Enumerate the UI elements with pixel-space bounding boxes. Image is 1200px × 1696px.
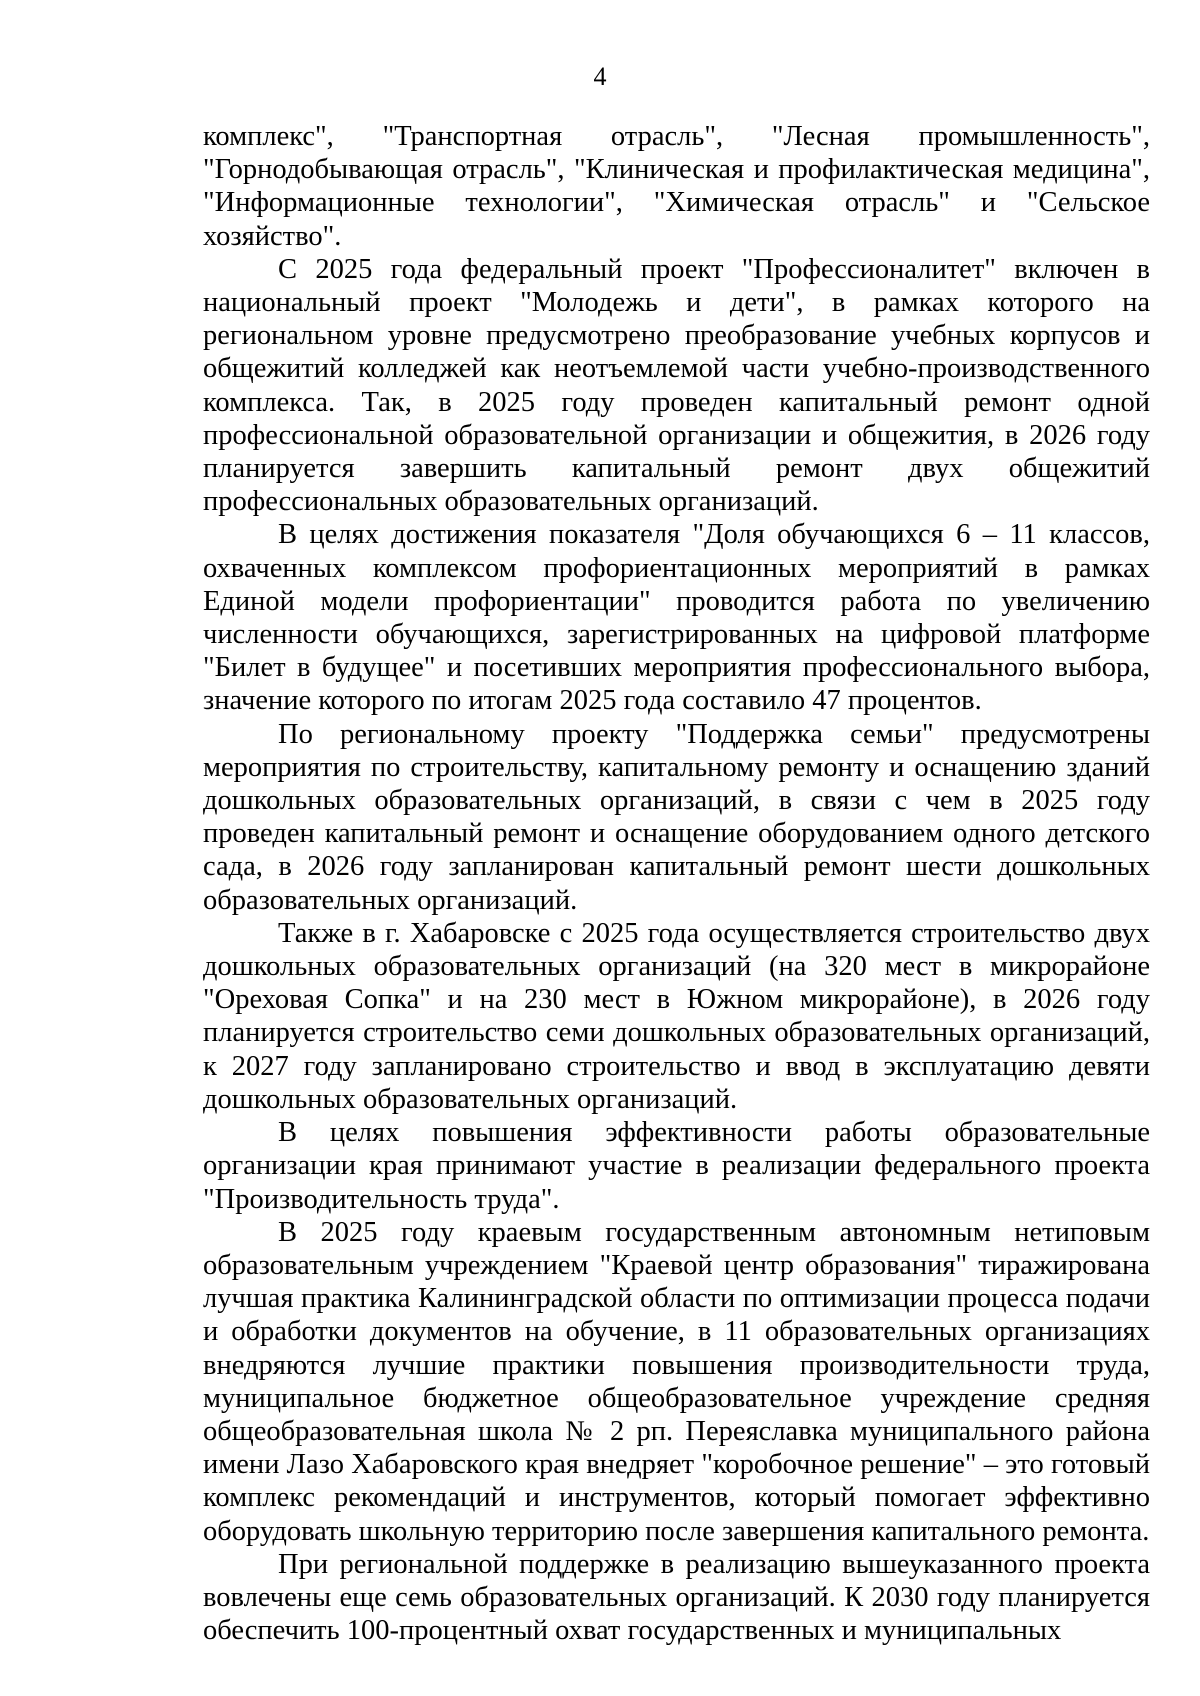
paragraph-labor-productivity: В целях повышения эффективности работы образовательные организации края принимают участие в реализации федерального проекта "Производительность труда". [203, 1117, 1150, 1215]
document-body [203, 120, 1150, 1647]
paragraph-family-support: По региональному проекту "Поддержка семьи" предусмотрены мероприятия по строительству, капитальному ремонту и оснащению зданий дошкольных образовательных организаций, в связи с чем в 2025 году проведен капитальный ремонт и оснащение оборудованием одного детского сада, в 2026 году запланирован капитальный ремонт шести дошкольных образовательных организаций. [203, 718, 1150, 916]
paragraph-best-practices: В 2025 году краевым государственным автономным нетиповым образовательным учреждением "Краевой центр образования" тиражирована лучшая практика Калининградской области по оптимизации процесса подачи и обработки документов на обучение, в 11 образовательных организациях внедряются лучшие практики повышения производительности труда, муниципальное бюджетное общеобразовательное учреждение средняя общеобразовательная школа № 2 рп. Переяславка муниципального района имени Лазо Хабаровского края внедряет "коробочное решение" – это готовый комплекс рекомендаций и инструментов, который помогает эффективно оборудовать школьную территорию после завершения капитального ремонта. [203, 1216, 1150, 1547]
paragraph-professionalitet: С 2025 года федеральный проект "Профессионалитет" включен в национальный проект "Молодежь и дети", в рамках которого на региональном уровне предусмотрено преобразование учебных корпусов и общежитий колледжей как неотъемлемой части учебно-производственного комплекса. Так, в 2025 году проведен капитальный ремонт одной профессиональной образовательной организации и общежития, в 2026 году планируется завершить капитальный ремонт двух общежитий профессиональных образовательных организаций. [203, 253, 1150, 518]
paragraph-career-guidance: В целях достижения показателя "Доля обучающихся 6 – 11 классов, охваченных комплексом профориентационных мероприятий в рамках Единой модели профориентации" проводится работа по увеличению численности обучающихся, зарегистрированных на цифровой платформе "Билет в будущее" и посетивших мероприятия профессионального выбора, значение которого по итогам 2025 года составило 47 процентов. [203, 519, 1150, 717]
paragraph-khabarovsk-construction: Также в г. Хабаровске с 2025 года осуществляется строительство двух дошкольных образовательных организаций (на 320 мест в микрорайоне "Ореховая Сопка" и на 230 мест в Южном микрорайоне), в 2026 году планируется строительство семи дошкольных образовательных организаций, к 2027 году запланировано строительство и ввод в эксплуатацию девяти дошкольных образовательных организаций. [203, 917, 1150, 1115]
page-number: 4 [593, 62, 607, 91]
paragraph-continuation: комплекс", "Транспортная отрасль", "Лесная промышленность", "Горнодобывающая отрасль", "Клиническая и профилактическая медицина", "Информационные технологии", "Химическая отрасль" и "Сельское хозяйство". [203, 121, 1150, 252]
paragraph-regional-support: При региональной поддержке в реализацию вышеуказанного проекта вовлечены еще семь образовательных организаций. К 2030 году планируется обеспечить 100-процентный охват государственных и муниципальных [203, 1548, 1150, 1647]
